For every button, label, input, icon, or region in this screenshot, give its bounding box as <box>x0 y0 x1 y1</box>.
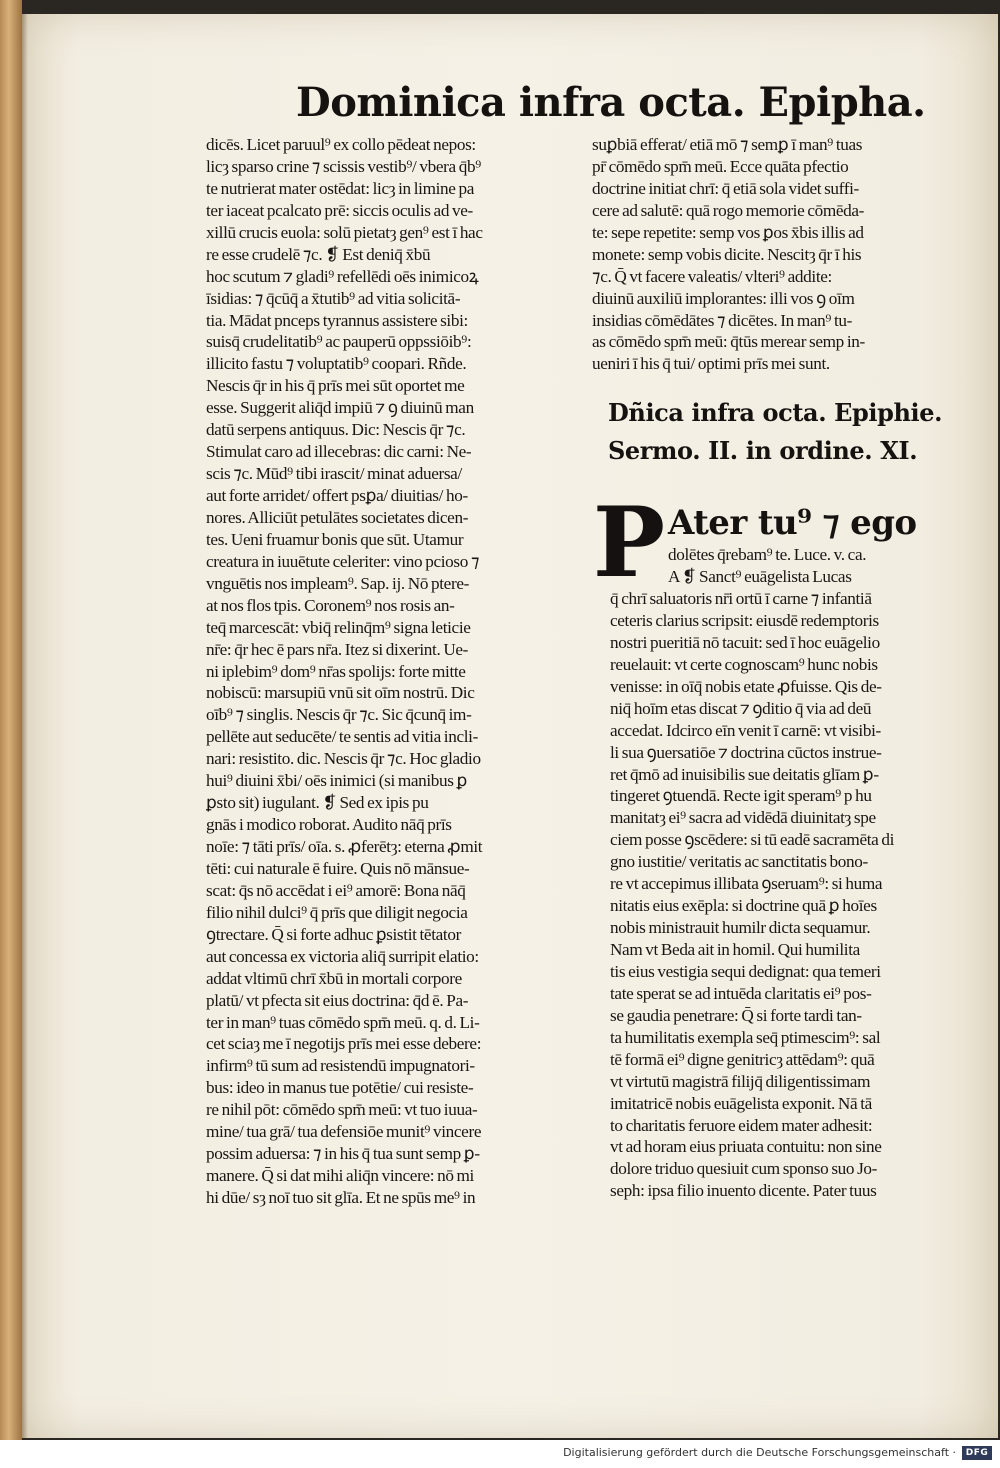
text-line: ciem posse ꝯscēdere: si tū eadē sacramēta di <box>610 830 895 850</box>
text-line: tes. Ueni fruamur bonis que sūt. Utamur <box>206 529 464 549</box>
text-line: niq̄ hoīm etas discat ⁊ ꝯditio q̄ via ad deū <box>610 698 872 718</box>
text-line: xillū crucis euola: solū pietatȝ gen⁹ est ī hac <box>206 222 483 242</box>
text-line: tē formā ei⁹ digne genitricȝ attēdam⁹: quā <box>610 1049 875 1069</box>
text-line: dicēs. Licet paruul⁹ ex collo pēdeat nepos: <box>206 135 476 154</box>
text-line: at nos flos tpis. Coronem⁹ nos rosis an- <box>206 595 455 615</box>
text-line: oīb⁹ ⁊ singlis. Nescis q̄r ⁊c. Sic q̄cunq̄ im- <box>206 705 472 725</box>
text-line: nores. Alliciūt petulātes societates dicen- <box>206 507 469 527</box>
text-line: nobiscū: marsupiū vnū sit oīm nostrū. Dic <box>206 683 475 703</box>
text-line: vt ad horam eius priuata contuitu: non sine <box>610 1137 882 1157</box>
text-line: diuinū auxiliū implorantes: illi vos ꝯ oīm <box>592 288 855 308</box>
text-line: datū serpens antiquus. Dic: Nescis q̄r ⁊c. <box>206 420 466 440</box>
text-line: cet sciaȝ me ī negotijs prīs mei esse debere: <box>206 1034 482 1054</box>
text-line: q̄ chrī saluatoris nr̄i ortū ī carne ⁊ infantiā <box>610 589 872 608</box>
dfg-logo: DFG <box>962 1446 992 1460</box>
text-line: addat vltimū chrī x̄bū in mortali corpore <box>206 968 462 988</box>
decorated-initial-letter: P <box>592 486 666 599</box>
text-line: nari: resistito. dic. Nescis q̄r ⁊c. Hoc gladio <box>206 749 481 769</box>
text-line: doctrine initiat chrī: q̄ etiā sola videt suffi- <box>592 178 859 198</box>
text-line: tis eius vestigia sequi dedignat: qua temeri <box>610 961 881 981</box>
text-line: cere ad salutē: quā rogo memorie cōmēda- <box>592 200 865 220</box>
text-line: scis ⁊c. Mūd⁹ tibi irascit/ minat aduersa/ <box>206 464 462 484</box>
text-line: ceteris clarius scripsit: eiusdē redemptoris <box>610 610 879 630</box>
text-line: creatura in iuuētute celeriter: vino pcioso ⁊ <box>206 551 480 571</box>
sermon-heading-line-2: Sermo. II. in ordine. XI. <box>608 436 918 465</box>
text-line: A ❡ Sanct⁹ euāgelista Lucas <box>668 566 852 586</box>
text-line: ꝑsto sit) iugulant. ❡ Sed ex ipis pu <box>206 793 429 813</box>
text-line: reuelauit: vt certe cognoscam⁹ hunc nobis <box>610 654 878 674</box>
text-line: tingeret ꝯtuendā. Recte igit speram⁹ p hu <box>610 786 872 806</box>
running-head: Dominica infra octa. Epipha. <box>296 79 926 126</box>
text-line: Nescis q̄r in his q̄ prīs mei sūt oportet me <box>206 376 465 396</box>
text-line: hi dūe/ sȝ noī tuo sit glīa. Et ne spūs me⁹ in <box>206 1188 476 1207</box>
text-line: Nam vt Beda ait in homil. Qui humilita <box>610 940 860 959</box>
text-line: ⁊c. Q̄ vt facere valeatis/ vlteri⁹ addite: <box>592 266 832 286</box>
text-line: ꝯtrectare. Q̄ si forte adhuc ꝑsistit tētator <box>206 924 461 944</box>
left-text-column <box>206 134 582 1209</box>
text-line: monete: semp vobis dicite. Nescitȝ q̄r ī his <box>592 244 862 264</box>
text-line: as cōmēdo spm̄ meū: q̄tūs merear semp in- <box>592 332 865 352</box>
text-line: se gaudia penetrare: Q̄ si forte tardi tan- <box>610 1005 862 1025</box>
text-line: pellēte aut seducēte/ te sentis ad vitia incli- <box>206 727 478 747</box>
text-line: dolētes q̄rebam⁹ te. Luce. v. ca. <box>668 545 867 564</box>
text-line: re vt accepimus illibata ꝯseruam⁹: si huma <box>610 874 883 894</box>
text-line: licȝ sparso crine ⁊ scissis vestib⁹/ vbera q̄b⁹ <box>206 156 481 176</box>
text-line: imitatricē nobis euāgelista exponit. Nā tā <box>610 1093 872 1113</box>
text-line: nobis ministrauit humilr dicta sequamur. <box>610 918 871 938</box>
right-column-incipit-lines <box>668 544 950 588</box>
text-line: accedat. Idcirco eīn venit ī carnē: vt visibi- <box>610 720 881 740</box>
text-line: manitatȝ ei⁹ sacra ad vidēdā diuinitatȝ spe <box>610 808 876 828</box>
text-line: re esse crudelē ⁊c. ❡ Est deniq̄ x̄bū <box>206 244 431 264</box>
text-line: dolore triduo quesiuit cum sponso suo Jo- <box>610 1159 878 1179</box>
text-line: noīe: ⁊ tāti prīs/ oīa. s. ꝓferētȝ: eterna ꝓmit <box>206 837 483 856</box>
text-line: to charitatis feruore eidem mater adhesit: <box>610 1115 873 1135</box>
text-line: suꝑbiā efferat/ etiā mō ⁊ semꝑ ī man⁹ tuas <box>592 135 863 154</box>
text-line: aut forte arridet/ offert psꝑa/ diuitias/ ho- <box>206 486 468 505</box>
text-line: ni iplebim⁹ dom⁹ nr̄as spolijs: forte mitte <box>206 661 466 681</box>
text-line: aut concessa ex victoria aliq̄ surripit elatio: <box>206 946 479 966</box>
digitization-footer <box>0 1440 1000 1468</box>
text-line: seph: ipsa filio inuento dicente. Pater tuus <box>610 1181 877 1201</box>
text-line: Stimulat caro ad illecebras: dic carni: Ne- <box>206 442 472 462</box>
text-line: tate sperat se ad intuēda claritatis ei⁹ pos- <box>610 983 872 1003</box>
right-text-column-main <box>610 588 950 1202</box>
funding-credit: Digitalisierung gefördert durch die Deutsche Forschungsgemeinschaft · <box>563 1446 956 1459</box>
text-line: insidias cōmēdātes ⁊ dicētes. In man⁹ tu- <box>592 310 853 330</box>
text-line: nitatis eius exēpla: si doctrine quā ꝑ hoīes <box>610 896 877 916</box>
text-line: manere. Q̄ si dat mihi aliq̄n vincere: nō mi <box>206 1166 474 1186</box>
text-line: li sua ꝯuersatiōe ⁊ doctrina cūctos instrue- <box>610 742 882 762</box>
text-line: gno iustitie/ veritatis ac sanctitatis bono- <box>610 852 868 872</box>
text-line: filio nihil dulci⁹ q̄ prīs que diligit negocia <box>206 902 468 922</box>
text-line: bus: ideo in manus tue potētie/ cui resiste- <box>206 1078 474 1098</box>
text-line: tēti: cui naturale ē fuire. Quis nō mānsue- <box>206 858 470 878</box>
text-line: re nihil pōt: cōmēdo spm̄ meū: vt tuo iuua- <box>206 1100 478 1120</box>
text-line: scat: q̄s nō accēdat i ei⁹ amorē: Bona nāq̄ <box>206 880 466 900</box>
text-line: esse. Suggerit aliq̄d impiū ⁊ ꝯ diuinū man <box>206 398 474 418</box>
text-line: platū/ vt pfecta sit eius doctrina: q̄d ē. Pa- <box>206 990 469 1010</box>
text-line: ueniri ī his q̄ tui/ optimi prīs mei sunt. <box>592 354 830 374</box>
text-line: ret q̄mō ad inuisibilis sue deitatis glīam ꝑ- <box>610 764 879 784</box>
text-line: ter iaceat pcalcato prē: siccis oculis ad ve- <box>206 200 473 220</box>
text-line: pr̄ cōmēdo spm̄ meū. Ecce quāta pfectio <box>592 156 849 176</box>
text-line: nostri pueritiā nō tacuit: sed ī hoc euāgelio <box>610 632 880 652</box>
sermon-incipit: Ater tu⁹ ⁊ ego <box>668 503 917 543</box>
text-line: illicito fastu ⁊ voluptatib⁹ coopari. Rñde. <box>206 354 467 374</box>
text-line: vt virtutū magistrā filijq̄ diligentissimam <box>610 1071 871 1091</box>
text-line: te nutrierat mater ostēdat: licȝ in limine pa <box>206 178 475 198</box>
text-line: mine/ tua grā/ tua defensiōe munit⁹ vincere <box>206 1122 482 1142</box>
text-line: infirm⁹ tū sum ad resistendū impugnatori- <box>206 1056 475 1076</box>
text-line: venisse: in oīq̄ nobis etate ꝓfuisse. Qis de- <box>610 676 882 696</box>
text-line: suisq̄ crudelitatib⁹ ac pauperū oppssiōib⁹: <box>206 332 472 352</box>
text-line: vnguētis nos impleam⁹. Sap. ij. Nō ptere- <box>206 573 469 593</box>
text-line: teq̄ marcescāt: vbiq̄ relinq̄m⁹ signa leticie <box>206 617 471 637</box>
text-line: hoc scutum ⁊ gladi⁹ refellēdi oēs inimicoꝝ <box>206 266 479 286</box>
right-text-column-top <box>592 134 950 375</box>
page-gutter-shadow <box>22 14 28 1438</box>
text-line: te: sepe repetite: semp vos ꝑos x̄bis illis ad <box>592 222 864 242</box>
text-line: īsidias: ⁊ q̄cūq̄ a x̄tutib⁹ ad vitia solicitā- <box>206 288 461 308</box>
text-line: possim aduersa: ⁊ in his q̄ tua sunt semp ꝑ- <box>206 1144 480 1164</box>
text-line: nr̄e: q̄r hec ē pars nr̄a. Itez si dixerint. Ue- <box>206 639 469 659</box>
sermon-heading-line-1: Dñica infra octa. Epiphie. <box>608 398 943 427</box>
text-line: tia. Mādat pnceps tyrannus assistere sibi: <box>206 310 468 330</box>
text-line: ter in man⁹ tuas cōmēdo spm̄ meū. q. d. Li- <box>206 1012 480 1032</box>
book-binding-edge <box>0 0 22 1440</box>
text-line: hui⁹ diuini x̄bi/ oēs inimici (si manibus ꝑ <box>206 771 468 791</box>
text-line: gnās i modico roborat. Audito nāq̄ prīs <box>206 815 452 835</box>
text-line: ta humilitatis exempla seq̄ ptimescim⁹: sal <box>610 1027 881 1047</box>
